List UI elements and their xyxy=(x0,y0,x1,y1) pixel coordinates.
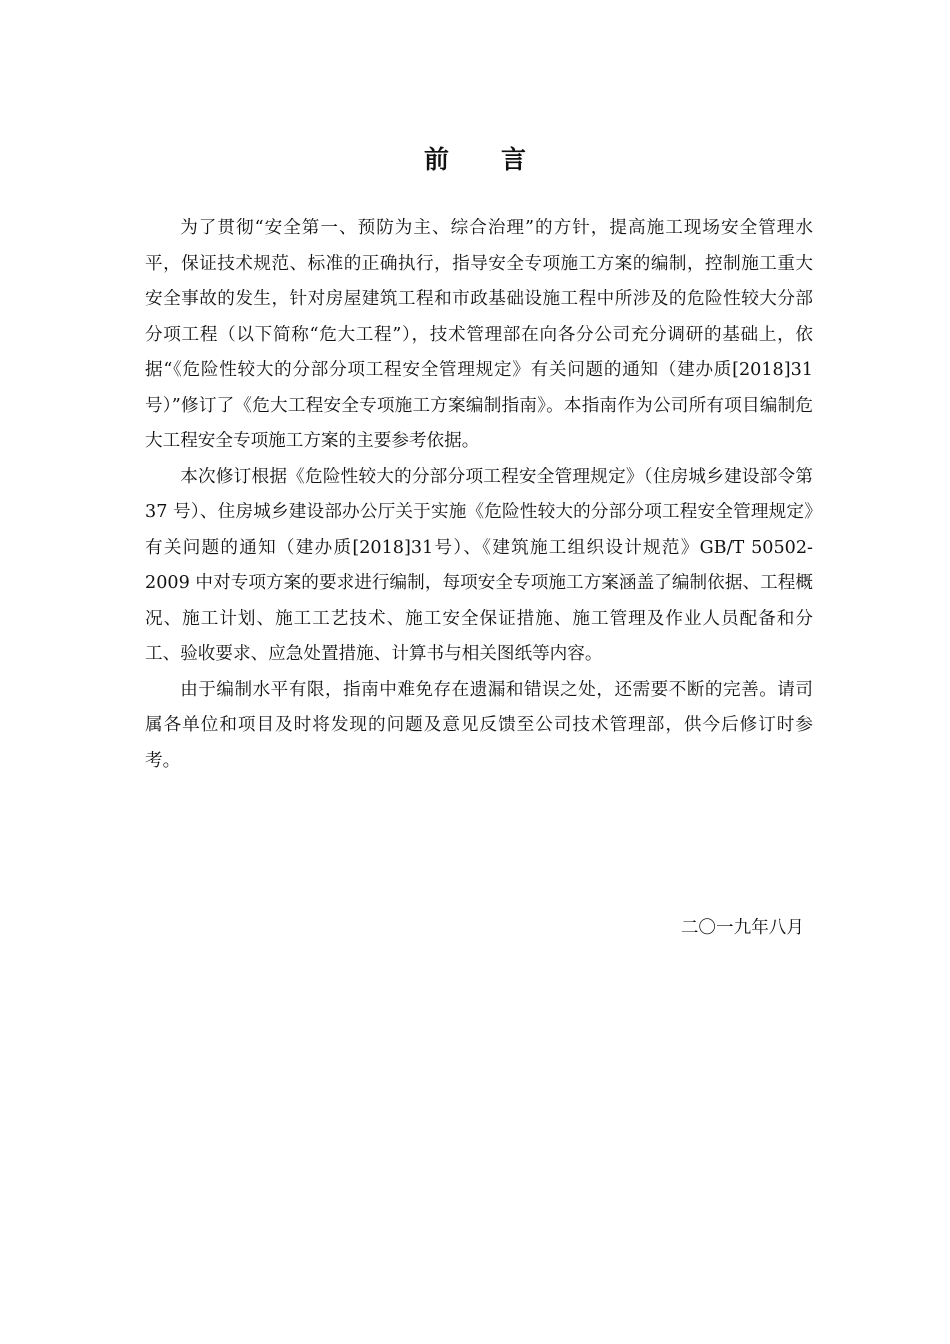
page-title xyxy=(0,140,950,176)
paragraph-2: 本次修订根据《危险性较大的分部分项工程安全管理规定》（住房城乡建设部令第 37 号）、住房城乡建设部办公厅关于实施《危险性较大的分部分项工程安全管理规定》有关问题的通知（建办质[2018]31号）、《建筑施工组织设计规范》GB/T 50502-2009 中对专项方案的要求进行编制，每项安全专项施工方案涵盖了编制依据、工程概况、施工计划、施工工艺技术、施工安全保证措施、施工管理及作业人员配备和分工、验收要求、应急处置措施、计算书与相关图纸等内容。 xyxy=(145,466,813,664)
paragraph-3: 由于编制水平有限，指南中难免存在遗漏和错误之处，还需要不断的完善。请司属各单位和项目及时将发现的问题及意见反馈至公司技术管理部，供今后修订时参考。 xyxy=(145,679,813,771)
paragraph-1: 为了贯彻“安全第一、预防为主、综合治理”的方针，提高施工现场安全管理水平，保证技术规范、标准的正确执行，指导安全专项施工方案的编制，控制施工重大安全事故的发生，针对房屋建筑工程和市政基础设施工程中所涉及的危险性较大分部分项工程（以下简称“危大工程”），技术管理部在向各分公司充分调研的基础上，依据“《危险性较大的分部分项工程安全管理规定》有关问题的通知（建办质[2018]31号）”修订了《危大工程安全专项施工方案编制指南》。本指南作为公司所有项目编制危大工程安全专项施工方案的主要参考依据。 xyxy=(145,218,813,451)
preface-body xyxy=(145,211,813,779)
date-signature: 二〇一九年八月 xyxy=(680,918,804,938)
title-char-1: 前 xyxy=(423,145,449,174)
title-char-2: 言 xyxy=(501,145,527,174)
